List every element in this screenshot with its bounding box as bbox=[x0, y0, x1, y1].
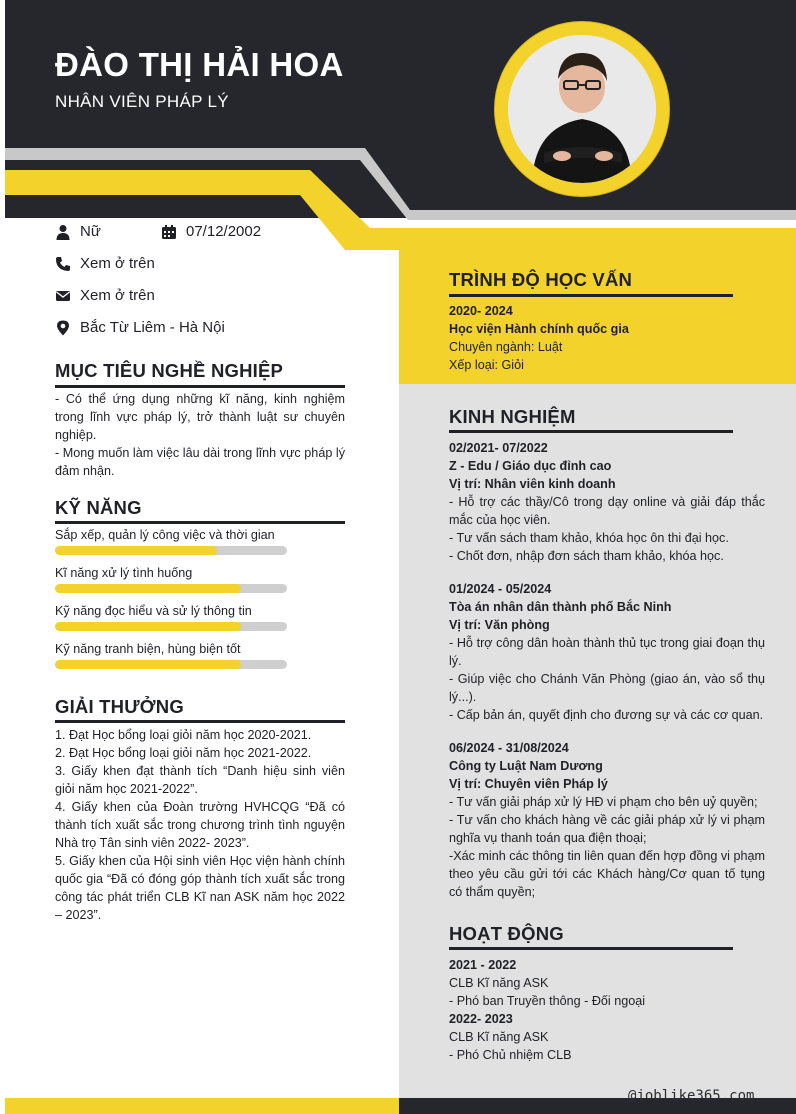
person-photo-icon bbox=[508, 35, 656, 183]
skill-label: Sắp xếp, quản lý công việc và thời gian bbox=[55, 528, 275, 542]
gender-row bbox=[55, 223, 101, 240]
skill-bar bbox=[55, 546, 287, 555]
experience-entry bbox=[449, 439, 765, 565]
experience-entry bbox=[449, 739, 765, 901]
skill-bar-fill bbox=[55, 546, 217, 555]
objective-line: - Mong muốn làm việc lâu dài trong lĩnh vực pháp lý đảm nhận. bbox=[55, 446, 345, 478]
activity-role: - Phó ban Truyền thông - Đối ngoại bbox=[449, 994, 646, 1008]
job-duty: - Chốt đơn, nhập đơn sách tham khảo, khóa học. bbox=[449, 549, 724, 563]
skill-bar bbox=[55, 584, 287, 593]
profile-photo bbox=[494, 21, 670, 197]
job-duty: - Hỗ trợ công dân hoàn thành thủ tục trong giai đoạn thụ lý. bbox=[449, 636, 765, 668]
address-row bbox=[55, 319, 225, 336]
awards-divider bbox=[55, 720, 345, 723]
job-position: Vị trí: Văn phòng bbox=[449, 618, 550, 632]
activities-block bbox=[449, 956, 765, 1064]
objective-divider bbox=[55, 385, 345, 388]
objective-title: MỤC TIÊU NGHỀ NGHIỆP bbox=[55, 360, 284, 381]
job-position: Vị trí: Chuyên viên Pháp lý bbox=[449, 777, 608, 791]
objective-line: - Có thể ứng dụng những kĩ năng, kinh nghiệm trong lĩnh vực pháp lý, trở thành luật sư chuyên nghiệp. bbox=[55, 392, 345, 442]
award-item: 3. Giấy khen đạt thành tích “Danh hiệu sinh viên giỏi năm học 2021-2022”. bbox=[55, 764, 345, 796]
job-period: 06/2024 - 31/08/2024 bbox=[449, 741, 569, 755]
job-duty: - Hỗ trợ các thầy/Cô trong dạy online và giải đáp thắc mắc của học viên. bbox=[449, 495, 765, 527]
location-pin-icon bbox=[55, 320, 71, 336]
education-period: 2020- 2024 bbox=[449, 304, 513, 318]
activity-period: 2022- 2023 bbox=[449, 1012, 513, 1026]
candidate-name: ĐÀO THỊ HẢI HOA bbox=[55, 46, 344, 83]
skill-bar bbox=[55, 622, 287, 631]
award-item: 5. Giấy khen của Hội sinh viên Học viện hành chính quốc gia “Đã có đóng góp thành tích xuất sắc trong công tác phát triển CLB Kĩ nan ASK năm học 2022 – 2023”. bbox=[55, 854, 345, 922]
skill-label: Kĩ năng xử lý tình huống bbox=[55, 566, 193, 580]
envelope-icon bbox=[55, 288, 71, 304]
email-value: Xem ở trên bbox=[80, 287, 155, 304]
experience-divider bbox=[449, 430, 733, 433]
education-major: Chuyên ngành: Luật bbox=[449, 340, 563, 354]
skill-bar-fill bbox=[55, 622, 241, 631]
phone-icon bbox=[55, 256, 71, 272]
email-row bbox=[55, 287, 155, 304]
objective-text bbox=[55, 390, 345, 480]
candidate-role: NHÂN VIÊN PHÁP LÝ bbox=[55, 92, 229, 111]
education-block bbox=[449, 302, 765, 374]
skills-divider bbox=[55, 521, 345, 524]
award-item: 4. Giấy khen của Đoàn trường HVHCQG “Đã có thành tích xuất sắc trong chương trình tình nguyện Nhà trọ Tân sinh viên 2022- 2023”. bbox=[55, 800, 345, 850]
award-item: 1. Đạt Học bổng loại giỏi năm học 2020-2021. bbox=[55, 728, 312, 742]
education-school: Học viện Hành chính quốc gia bbox=[449, 322, 629, 336]
job-duty: - Tư vấn cho khách hàng về các giải pháp xử lý vi phạm nghĩa vụ thanh toán qua điện thoại; bbox=[449, 813, 765, 845]
gender-value: Nữ bbox=[80, 223, 101, 240]
job-duty: - Cấp bản án, quyết định cho đương sự và các cơ quan. bbox=[449, 708, 764, 722]
job-period: 01/2024 - 05/2024 bbox=[449, 582, 552, 596]
birthdate-row bbox=[161, 223, 261, 240]
footer-yellow bbox=[5, 1098, 399, 1114]
birthdate-value: 07/12/2002 bbox=[186, 223, 262, 240]
experience-title: KINH NGHIỆM bbox=[449, 406, 576, 427]
activity-role: - Phó Chủ nhiệm CLB bbox=[449, 1048, 572, 1062]
job-duty: - Tư vấn sách tham khảo, khóa học ôn thi đại học. bbox=[449, 531, 729, 545]
award-item: 2. Đạt Học bổng loại giỏi năm học 2021-2022. bbox=[55, 746, 312, 760]
activity-period: 2021 - 2022 bbox=[449, 958, 517, 972]
skills-title: KỸ NĂNG bbox=[55, 497, 142, 518]
job-position: Vị trí: Nhân viên kinh doanh bbox=[449, 477, 616, 491]
phone-value: Xem ở trên bbox=[80, 255, 155, 272]
skill-label: Kỹ năng tranh biện, hùng biện tốt bbox=[55, 642, 241, 656]
job-duty: - Tư vấn giải pháp xử lý HĐ vi phạm cho bên uỷ quyền; bbox=[449, 795, 758, 809]
awards-title: GIẢI THƯỞNG bbox=[55, 696, 184, 717]
skill-bar-fill bbox=[55, 584, 241, 593]
job-duty: - Giúp việc cho Chánh Văn Phòng (giao án, vào sổ thụ lý...). bbox=[449, 672, 765, 704]
job-company: Công ty Luật Nam Dương bbox=[449, 759, 603, 773]
skill-bar-fill bbox=[55, 660, 241, 669]
job-duty: -Xác minh các thông tin liên quan đến hợp đồng vi phạm theo yêu cầu gửi tới các Khách hàng/Cơ quan tố tụng có thẩm quyền; bbox=[449, 849, 765, 899]
phone-row bbox=[55, 255, 155, 272]
address-value: Bắc Từ Liêm - Hà Nội bbox=[80, 319, 225, 336]
skill-label: Kỹ năng đọc hiểu và sử lý thông tin bbox=[55, 604, 252, 618]
education-divider bbox=[449, 294, 733, 297]
activity-club: CLB Kĩ năng ASK bbox=[449, 1030, 549, 1044]
activities-title: HOẠT ĐỘNG bbox=[449, 923, 564, 944]
activity-club: CLB Kĩ năng ASK bbox=[449, 976, 549, 990]
education-rank: Xếp loại: Giỏi bbox=[449, 358, 524, 372]
experience-entry bbox=[449, 580, 765, 724]
education-title: TRÌNH ĐỘ HỌC VẤN bbox=[449, 269, 633, 290]
footer-credit: @joblike365.com bbox=[628, 1088, 755, 1104]
awards-list bbox=[55, 726, 345, 924]
person-icon bbox=[55, 224, 71, 240]
activities-divider bbox=[449, 947, 733, 950]
skill-bar bbox=[55, 660, 287, 669]
job-company: Z - Edu / Giáo dục đỉnh cao bbox=[449, 459, 612, 473]
job-company: Tòa án nhân dân thành phố Bắc Ninh bbox=[449, 600, 672, 614]
calendar-icon bbox=[161, 224, 177, 240]
job-period: 02/2021- 07/2022 bbox=[449, 441, 548, 455]
